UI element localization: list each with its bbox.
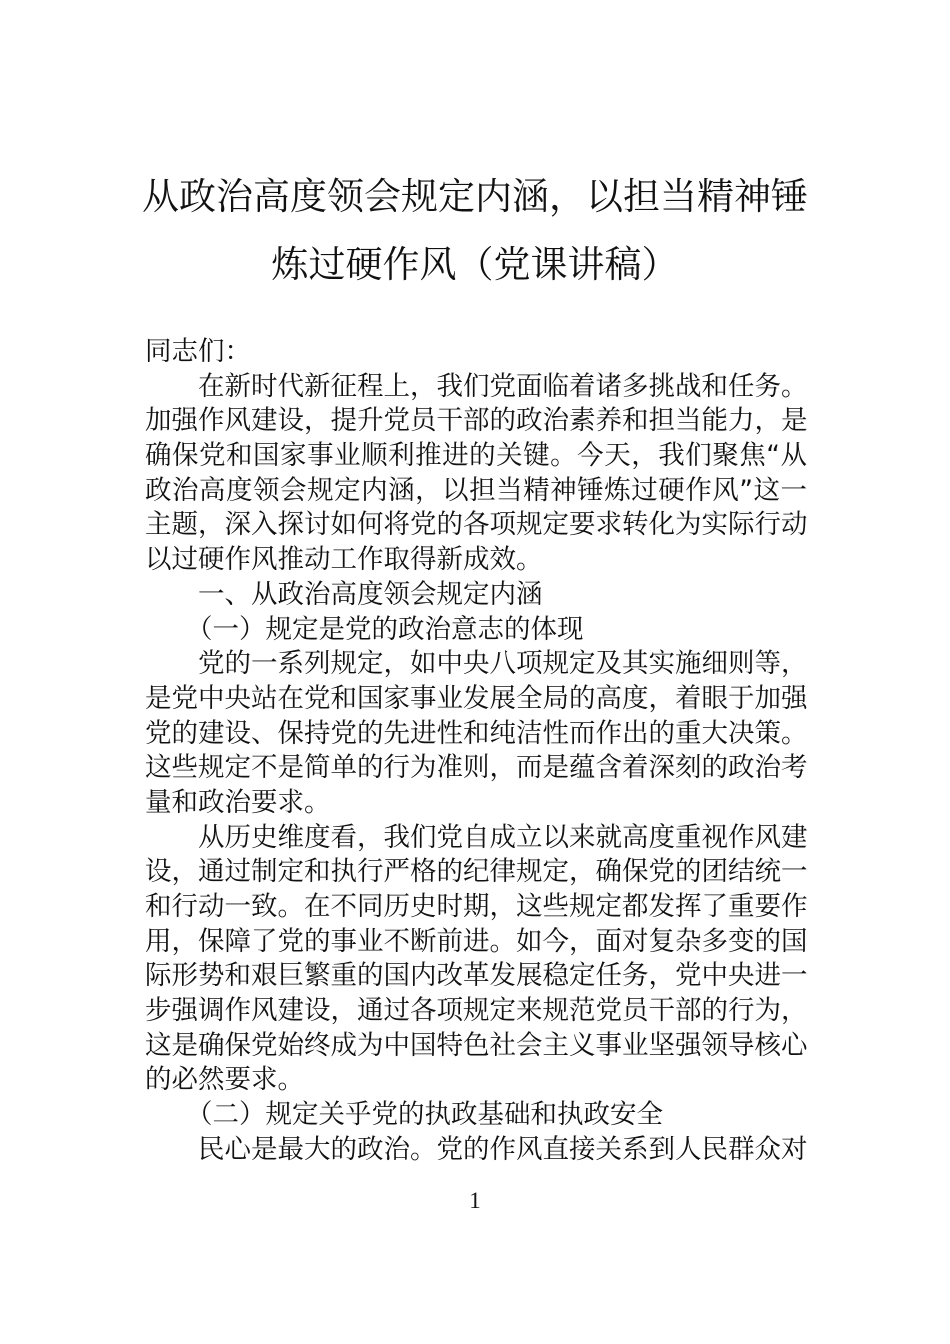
text-line: 设，通过制定和执行严格的纪律规定，确保党的团结统一	[145, 856, 808, 888]
salutation: 同志们：	[145, 336, 251, 367]
text-line: 是党中央站在党和国家事业发展全局的高度，着眼于加强	[145, 682, 808, 714]
text-line: 这些规定不是简单的行为准则，而是蕴含着深刻的政治考	[145, 752, 808, 784]
text-line: 民心是最大的政治。党的作风直接关系到人民群众对	[198, 1133, 808, 1165]
paragraph	[145, 647, 807, 820]
title-line: 从政治高度领会规定内涵，以担当精神锤	[142, 175, 808, 218]
text-line: 加强作风建设，提升党员干部的政治素养和担当能力，是	[145, 405, 808, 437]
document-title	[0, 163, 950, 299]
text-line: 步强调作风建设，通过各项规定来规范党员干部的行为，	[145, 995, 808, 1027]
page-number: 1	[469, 1188, 481, 1213]
text-line: 在新时代新征程上，我们党面临着诸多挑战和任务。	[198, 370, 808, 402]
text-line: 和行动一致。在不同历史时期，这些规定都发挥了重要作	[145, 891, 808, 922]
text-line: 主题，深入探讨如何将党的各项规定要求转化为实际行动	[145, 509, 808, 541]
text-line: 以过硬作风推动工作取得新成效。	[145, 544, 543, 576]
text-line: 这是确保党始终成为中国特色社会主义事业坚强领导核心	[145, 1029, 808, 1061]
paragraph	[145, 1133, 807, 1168]
section-heading: 一、从政治高度领会规定内涵	[198, 578, 543, 610]
paragraph-intro	[145, 370, 807, 578]
subsection-heading: （二）规定关乎党的执政基础和执政安全	[186, 1099, 663, 1131]
text-line: 确保党和国家事业顺利推进的关键。今天，我们聚焦“从	[145, 440, 807, 472]
text-line: 政治高度领会规定内涵，以担当精神锤炼过硬作风”这一	[145, 474, 807, 506]
text-line: 量和政治要求。	[145, 786, 331, 818]
document-body	[145, 335, 807, 1168]
text-line: 用，保障了党的事业不断前进。如今，面对复杂多变的国	[145, 925, 808, 957]
text-line: 党的一系列规定，如中央八项规定及其实施细则等，	[198, 648, 808, 680]
title-line: 炼过硬作风（党课讲稿）	[271, 243, 679, 286]
text-line: 党的建设、保持党的先进性和纯洁性而作出的重大决策。	[145, 717, 808, 749]
text-line: 际形势和艰巨繁重的国内改革发展稳定任务，党中央进一	[145, 960, 808, 992]
text-line: 的必然要求。	[145, 1064, 304, 1096]
text-line: 从历史维度看，我们党自成立以来就高度重视作风建	[198, 821, 808, 853]
subsection-heading: （一）规定是党的政治意志的体现	[186, 613, 584, 645]
paragraph	[145, 821, 807, 1099]
